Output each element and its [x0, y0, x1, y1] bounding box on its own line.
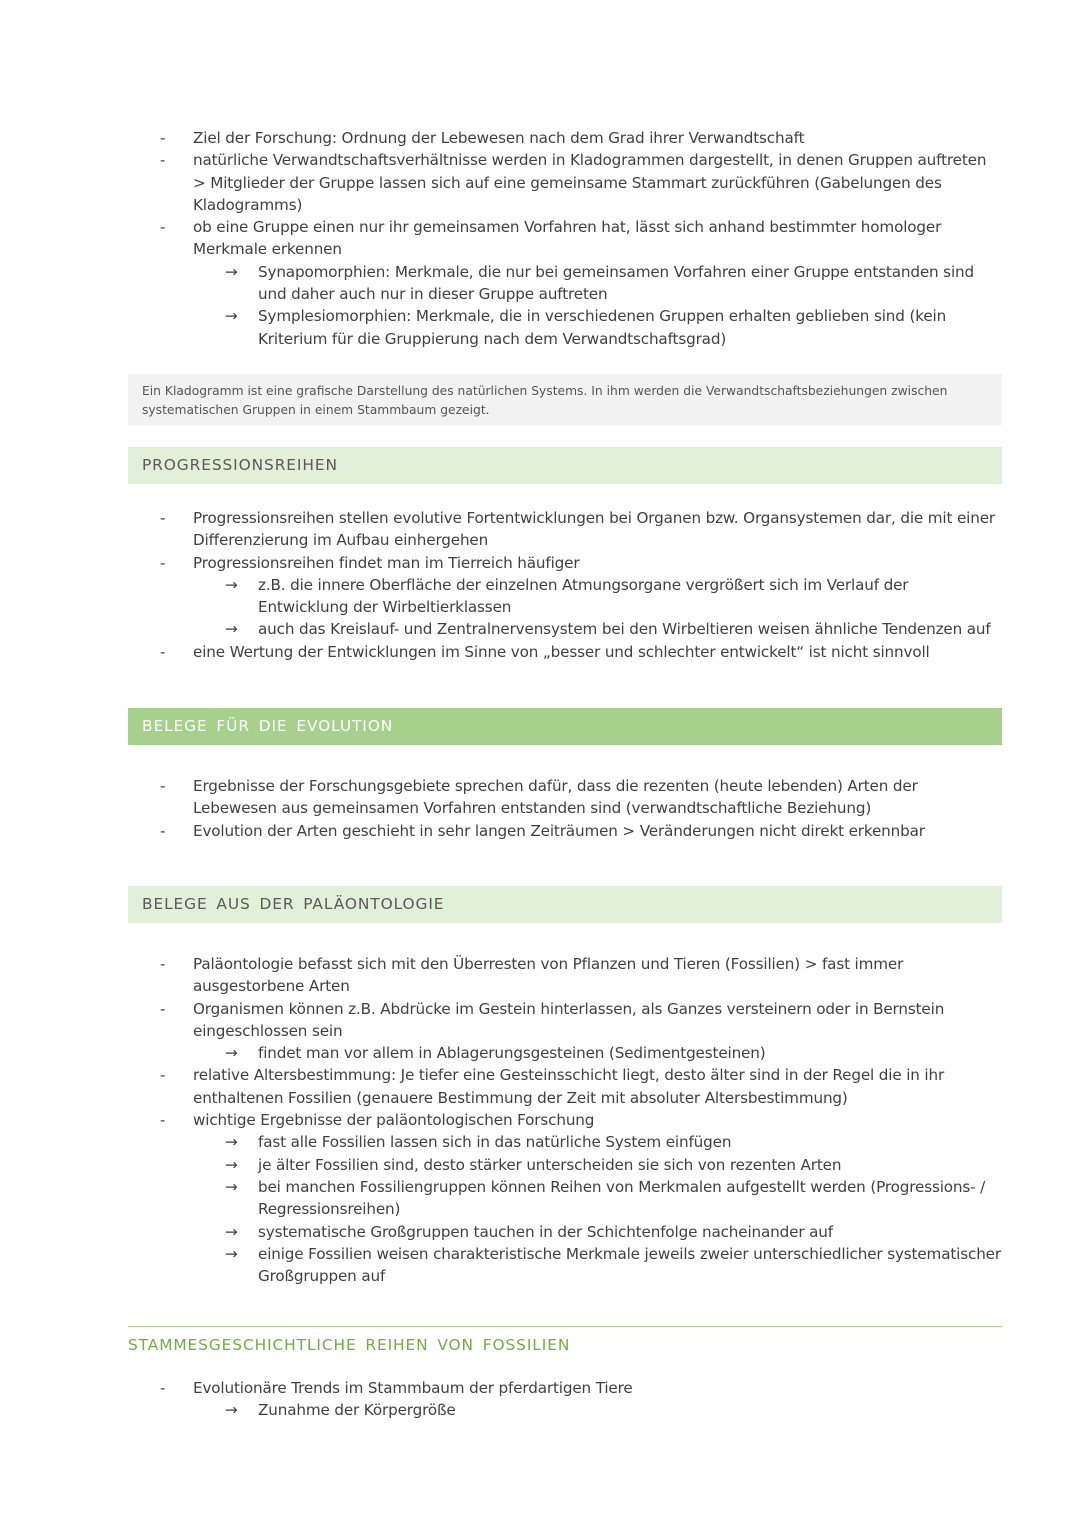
arrow-list-item: → Synapomorphien: Merkmale, die nur bei gemeinsamen Vorfahren einer Gruppe entstanden sind und daher auch nur in dieser Gruppe auftreten: [193, 261, 1002, 306]
list-item-text: Progressionsreihen stellen evolutive Fortentwicklungen bei Organen bzw. Organsystemen dar, die mit einer Differenzierung im Aufbau einhergehen: [193, 509, 996, 550]
sub-list: [193, 1042, 1002, 1064]
sub-list: [193, 1399, 1002, 1421]
section-divider-stamm: [128, 1326, 1002, 1327]
sub-list: [193, 1131, 1002, 1287]
heading-text: PROGRESSIONSREIHEN: [142, 456, 338, 474]
list-item: [128, 641, 1002, 663]
arrow-list-item: → systematische Großgruppen tauchen in der Schichtenfolge nacheinander auf: [193, 1221, 1002, 1243]
arrow-list-item: → je älter Fossilien sind, desto stärker unterscheiden sie sich von rezenten Arten: [193, 1154, 1002, 1176]
heading-text: BELEGE FÜR DIE EVOLUTION: [142, 717, 394, 735]
list-item: [128, 149, 1002, 216]
list-item-text: Progressionsreihen findet man im Tierreich häufiger: [193, 553, 580, 572]
list-item: [128, 507, 1002, 552]
list-item: [128, 1377, 1002, 1422]
palaeo-list: [128, 953, 1002, 1287]
stamm-list: [128, 1377, 1002, 1422]
list-item: [128, 552, 1002, 641]
list-item-text: relative Altersbestimmung: Je tiefer eine Gesteinsschicht liegt, desto älter sind in der Regel die in ihr enthaltenen Fossilien (genauere Bestimmung der Zeit mit absoluter Altersbestimmung): [193, 1066, 945, 1107]
list-item: [128, 1109, 1002, 1287]
intro-section: [128, 127, 1002, 350]
list-item: [128, 216, 1002, 350]
list-item-text: ob eine Gruppe einen nur ihr gemeinsamen Vorfahren hat, lässt sich anhand bestimmter homologer Merkmale erkennen: [193, 218, 942, 259]
list-item-text: Ziel der Forschung: Ordnung der Lebewesen nach dem Grad ihrer Verwandtschaft: [193, 129, 805, 147]
kladogramm-note: [128, 374, 1002, 425]
arrow-list-item: → findet man vor allem in Ablagerungsgesteinen (Sedimentgesteinen): [193, 1042, 1002, 1064]
list-item-text: wichtige Ergebnisse der paläontologischen Forschung: [193, 1111, 595, 1130]
list-item: [128, 1064, 1002, 1109]
list-item: [128, 127, 1002, 149]
arrow-list-item: → auch das Kreislauf- und Zentralnervensystem bei den Wirbeltieren weisen ähnliche Tendenzen auf: [193, 618, 1002, 640]
section-heading-belege: [128, 708, 1002, 745]
list-item-text: Paläontologie befasst sich mit den Überresten von Pflanzen und Tieren (Fossilien) > fast immer ausgestorbene Arten: [193, 955, 904, 996]
sub-list: [193, 574, 1002, 641]
list-item: [128, 820, 1002, 842]
list-item-text: natürliche Verwandtschaftsverhältnisse werden in Kladogrammen dargestellt, in denen Gruppen auftreten > Mitglieder der Gruppe lassen sich auf eine gemeinsame Stammart zurückführen (Gabelungen des Kladogramms): [193, 151, 987, 214]
progression-section: [128, 507, 1002, 663]
arrow-list-item: → bei manchen Fossiliengruppen können Reihen von Merkmalen aufgestellt werden (Progressions- / Regressionsreihen): [193, 1176, 1002, 1221]
arrow-list-item: → Zunahme der Körpergröße: [193, 1399, 1002, 1421]
arrow-list-item: → einige Fossilien weisen charakteristische Merkmale jeweils zweier unterschiedlicher systematischer Großgruppen auf: [193, 1243, 1002, 1288]
palaeo-section: [128, 953, 1002, 1287]
intro-list: [128, 127, 1002, 350]
heading-text: BELEGE AUS DER PALÄONTOLOGIE: [142, 895, 445, 913]
stamm-section: [128, 1377, 1002, 1422]
list-item-text: eine Wertung der Entwicklungen im Sinne von „besser und schlechter entwickelt“ ist nicht sinnvoll: [193, 642, 930, 661]
list-item: [128, 775, 1002, 820]
list-item-text: Evolution der Arten geschieht in sehr langen Zeiträumen > Veränderungen nicht direkt erkennbar: [193, 821, 925, 840]
sub-list: [193, 261, 1002, 350]
heading-text: STAMMESGESCHICHTLICHE REIHEN VON FOSSILIEN: [128, 1336, 571, 1354]
arrow-list-item: → Symplesiomorphien: Merkmale, die in verschiedenen Gruppen erhalten geblieben sind (kein Kriterium für die Gruppierung nach dem Verwandtschaftsgrad): [193, 305, 1002, 350]
section-heading-palaeo: [128, 886, 1002, 923]
arrow-list-item: → z.B. die innere Oberfläche der einzelnen Atmungsorgane vergrößert sich im Verlauf der Entwicklung der Wirbeltierklassen: [193, 574, 1002, 619]
list-item-text: Organismen können z.B. Abdrücke im Gestein hinterlassen, als Ganzes versteinern oder in Bernstein eingeschlossen sein: [193, 999, 945, 1040]
section-heading-progression: [128, 447, 1002, 484]
arrow-list-item: → fast alle Fossilien lassen sich in das natürliche System einfügen: [193, 1131, 1002, 1153]
progression-list: [128, 507, 1002, 663]
section-heading-stamm: [128, 1335, 1002, 1354]
list-item-text: Ergebnisse der Forschungsgebiete sprechen dafür, dass die rezenten (heute lebenden) Arten der Lebewesen aus gemeinsamen Vorfahren entstanden sind (verwandtschaftliche Beziehung): [193, 777, 918, 818]
list-item: [128, 953, 1002, 998]
note-text: Ein Kladogramm ist eine grafische Darstellung des natürlichen Systems. In ihm werden die Verwandtschaftsbeziehungen zwischen systematischen Gruppen in einem Stammbaum gezeigt.: [142, 384, 948, 417]
belege-list: [128, 775, 1002, 842]
belege-section: [128, 775, 1002, 842]
list-item: [128, 998, 1002, 1065]
list-item-text: Evolutionäre Trends im Stammbaum der pferdartigen Tiere: [193, 1379, 633, 1397]
